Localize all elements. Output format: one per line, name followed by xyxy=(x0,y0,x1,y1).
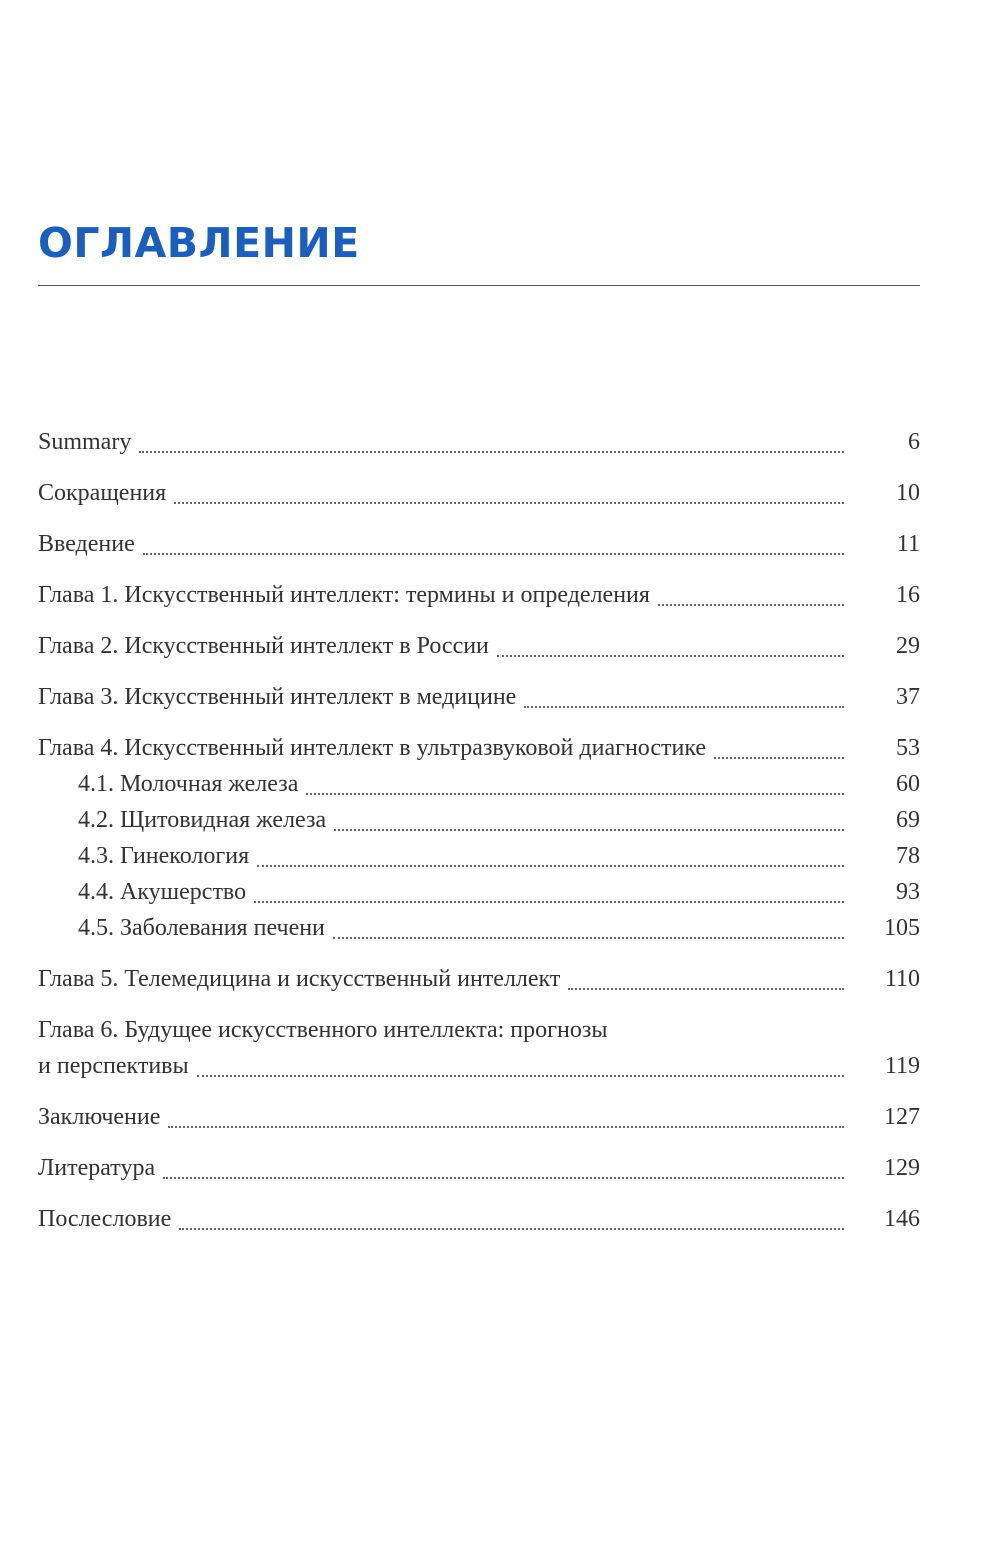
toc-entry-literature[interactable] xyxy=(38,1150,920,1186)
dot-leader xyxy=(197,1075,844,1077)
toc-entry-page: 53 xyxy=(896,735,920,761)
dot-leader xyxy=(139,451,844,453)
dot-leader xyxy=(254,901,844,903)
dot-leader xyxy=(497,655,844,657)
toc-entry-page: 16 xyxy=(896,582,920,608)
toc-entry-page: 10 xyxy=(896,480,920,506)
toc-entry-page: 6 xyxy=(908,429,920,455)
toc-entry-label-line-2: и перспективы xyxy=(38,1053,189,1079)
toc-subentry-4-1[interactable] xyxy=(38,766,920,802)
chapter-4-group xyxy=(38,730,920,946)
toc-entry-page: 69 xyxy=(896,807,920,833)
toc-entry-page: 93 xyxy=(896,879,920,905)
toc-subentry-4-3[interactable] xyxy=(38,838,920,874)
toc-entry-label: Глава 3. Искусственный интеллект в медицине xyxy=(38,684,517,710)
page-title: ОГЛАВЛЕНИЕ xyxy=(38,219,360,267)
dot-leader xyxy=(524,706,844,708)
toc-subentry-4-4[interactable] xyxy=(38,874,920,910)
dot-leader xyxy=(333,937,844,939)
toc-entry-label: Заключение xyxy=(38,1104,161,1130)
toc-subentry-4-2[interactable] xyxy=(38,802,920,838)
toc-entry-label: Введение xyxy=(38,531,135,557)
dot-leader xyxy=(257,865,844,867)
toc-entry-label: Глава 2. Искусственный интеллект в России xyxy=(38,633,489,659)
toc-entry-label: 4.1. Молочная железа xyxy=(78,771,299,797)
toc-entry-chapter-3[interactable] xyxy=(38,679,920,715)
dot-leader xyxy=(334,829,844,831)
title-divider xyxy=(38,285,920,286)
toc-entry-chapter-5[interactable] xyxy=(38,961,920,997)
dot-leader xyxy=(163,1177,844,1179)
toc-entry-page: 29 xyxy=(896,633,920,659)
toc-entry-summary[interactable] xyxy=(38,424,920,460)
toc-entry-page: 78 xyxy=(896,843,920,869)
toc-entry-page: 110 xyxy=(884,966,920,992)
toc-entry-label: Литература xyxy=(38,1155,156,1181)
dot-leader xyxy=(168,1126,844,1128)
toc-entry-abbreviations[interactable] xyxy=(38,475,920,511)
toc-entry-chapter-2[interactable] xyxy=(38,628,920,664)
toc-entry-label: Глава 1. Искусственный интеллект: термины и определения xyxy=(38,582,650,608)
toc-entry-chapter-6[interactable] xyxy=(38,1012,920,1084)
dot-leader xyxy=(568,988,844,990)
toc-entry-page: 146 xyxy=(884,1206,920,1232)
toc-entry-label: 4.4. Акушерство xyxy=(78,879,247,905)
toc-entry-label: Глава 4. Искусственный интеллект в ультразвуковой диагностике xyxy=(38,735,707,761)
toc-entry-label: Глава 5. Телемедицина и искусственный интеллект xyxy=(38,966,561,992)
dot-leader xyxy=(306,793,844,795)
dot-leader xyxy=(179,1228,844,1230)
toc-entry-chapter-6-last-line xyxy=(38,1048,920,1084)
dot-leader xyxy=(714,757,844,759)
toc-entry-label: 4.5. Заболевания печени xyxy=(78,915,325,941)
toc-entry-label: Summary xyxy=(38,429,132,455)
toc-entry-page: 11 xyxy=(896,531,920,557)
toc-entry-page: 37 xyxy=(896,684,920,710)
table-of-contents xyxy=(38,424,920,1252)
toc-entry-page: 60 xyxy=(896,771,920,797)
toc-entry-chapter-4[interactable] xyxy=(38,730,920,766)
toc-entry-page: 127 xyxy=(884,1104,920,1130)
toc-entry-page: 105 xyxy=(884,915,920,941)
toc-entry-label: 4.2. Щитовидная железа xyxy=(78,807,327,833)
toc-entry-introduction[interactable] xyxy=(38,526,920,562)
toc-entry-page: 129 xyxy=(884,1155,920,1181)
dot-leader xyxy=(658,604,844,606)
dot-leader xyxy=(174,502,844,504)
toc-entry-conclusion[interactable] xyxy=(38,1099,920,1135)
toc-entry-label: 4.3. Гинекология xyxy=(78,843,250,869)
toc-entry-afterword[interactable] xyxy=(38,1201,920,1237)
toc-entry-label: Послесловие xyxy=(38,1206,172,1232)
toc-entry-page: 119 xyxy=(884,1053,920,1079)
dot-leader xyxy=(143,553,844,555)
toc-subentry-4-5[interactable] xyxy=(38,910,920,946)
toc-entry-chapter-1[interactable] xyxy=(38,577,920,613)
toc-entry-label: Сокращения xyxy=(38,480,167,506)
toc-entry-label-line-1: Глава 6. Будущее искусственного интеллекта: прогнозы xyxy=(38,1017,608,1043)
